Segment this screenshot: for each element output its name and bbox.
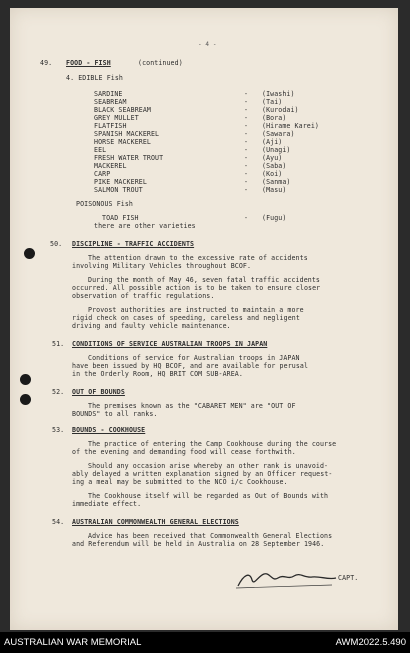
fish-japanese-name: (Masu)	[262, 186, 287, 194]
toad-fish-name: TOAD FISH	[102, 214, 139, 222]
section-50-title: DISCIPLINE - TRAFFIC ACCIDENTS	[72, 240, 195, 248]
poisonous-fish-heading: POISONOUS Fish	[76, 200, 133, 208]
fish-japanese-name: (Sawara)	[262, 130, 295, 138]
edible-fish-heading: 4. EDIBLE Fish	[66, 74, 123, 82]
section-50-number: 50.	[50, 240, 63, 248]
fish-dash: -	[244, 106, 249, 114]
section-50-line: Provost authorities are instructed to maintain a more	[88, 306, 304, 314]
section-53-line: The practice of entering the Camp Cookhouse during the course	[88, 440, 337, 448]
fish-dash: -	[244, 146, 249, 154]
section-53-line: ably delayed a written explanation signed by an Officer request-	[72, 470, 333, 478]
fish-dash: -	[244, 154, 249, 162]
fish-english-name: BLACK SEABREAM	[94, 106, 151, 114]
section-51-line: Conditions of service for Australian troops in JAPAN	[88, 354, 300, 362]
document-page	[10, 8, 398, 630]
footer-accession-number: AWM2022.5.490	[335, 637, 406, 648]
punch-hole	[20, 374, 31, 385]
section-50-line: rigid check on cases of speeding, careless and negligent	[72, 314, 300, 322]
section-54-line: and Referendum will be held in Australia on 28 September 1946.	[72, 540, 325, 548]
section-52-number: 52.	[52, 388, 65, 396]
fish-japanese-name: (Hirame Karei)	[262, 122, 319, 130]
section-53-line: The Cookhouse itself will be regarded as Out of Bounds with	[88, 492, 329, 500]
section-51-line: in the Orderly Room, HQ BRIT COM SUB-AREA.	[72, 370, 243, 378]
fish-english-name: SEABREAM	[94, 98, 127, 106]
section-54-title: AUSTRALIAN COMMONWEALTH GENERAL ELECTIONS	[72, 518, 239, 526]
fish-japanese-name: (Sanma)	[262, 178, 291, 186]
fish-dash: -	[244, 186, 249, 194]
fish-japanese-name: (Bora)	[262, 114, 287, 122]
section-53-line: immediate effect.	[72, 500, 142, 508]
fish-japanese-name: (Saba)	[262, 162, 287, 170]
fish-japanese-name: (Kurodai)	[262, 106, 299, 114]
other-varieties-note: there are other varieties	[94, 222, 196, 230]
fish-english-name: FLATFISH	[94, 122, 127, 130]
fish-japanese-name: (Iwashi)	[262, 90, 295, 98]
signature-rank: CAPT.	[338, 574, 359, 582]
page-number: - 4 -	[198, 41, 217, 48]
fish-english-name: SPANISH MACKEREL	[94, 130, 160, 138]
section-51-number: 51.	[52, 340, 65, 348]
fish-english-name: GREY MULLET	[94, 114, 139, 122]
section-49-title: FOOD - FISH	[66, 59, 111, 67]
fish-japanese-name: (Ayu)	[262, 154, 283, 162]
fish-dash: -	[244, 114, 249, 122]
fish-dash: -	[244, 162, 249, 170]
fish-dash: -	[244, 130, 249, 138]
toad-fish-japanese: (Fugu)	[262, 214, 287, 222]
punch-hole	[24, 248, 35, 259]
fish-english-name: SALMON TROUT	[94, 186, 143, 194]
section-50-line: During the month of May 46, seven fatal traffic accidents	[88, 276, 320, 284]
section-53-title: BOUNDS - COOKHOUSE	[72, 426, 146, 434]
section-53-line: Should any occasion arise whereby an other rank is unavoid-	[88, 462, 329, 470]
fish-english-name: FRESH WATER TROUT	[94, 154, 164, 162]
archive-footer	[0, 632, 410, 653]
fish-english-name: CARP	[94, 170, 111, 178]
section-49-number: 49.	[40, 59, 53, 67]
section-49-continued: (continued)	[138, 59, 183, 67]
fish-japanese-name: (Koi)	[262, 170, 283, 178]
section-51-line: have been issued by HQ BCOF, and are available for perusal	[72, 362, 309, 370]
fish-japanese-name: (Tai)	[262, 98, 283, 106]
fish-dash: -	[244, 90, 249, 98]
toad-fish-dash: -	[244, 214, 249, 222]
fish-english-name: MACKEREL	[94, 162, 127, 170]
fish-dash: -	[244, 170, 249, 178]
fish-dash: -	[244, 178, 249, 186]
fish-japanese-name: (Aji)	[262, 138, 283, 146]
fish-dash: -	[244, 122, 249, 130]
section-51-title: CONDITIONS OF SERVICE AUSTRALIAN TROOPS IN JAPAN	[72, 340, 268, 348]
section-53-line: ing a meal may be submitted to the NCO i/c Cookhouse.	[72, 478, 288, 486]
fish-dash: -	[244, 138, 249, 146]
fish-japanese-name: (Unagi)	[262, 146, 291, 154]
section-54-number: 54.	[52, 518, 65, 526]
section-50-line: observation of traffic regulations.	[72, 292, 215, 300]
section-50-line: occurred. All possible action is to be taken to ensure closer	[72, 284, 321, 292]
fish-english-name: EEL	[94, 146, 107, 154]
section-50-line: The attention drawn to the excessive rate of accidents	[88, 254, 308, 262]
section-53-number: 53.	[52, 426, 65, 434]
section-54-line: Advice has been received that Commonwealth General Elections	[88, 532, 333, 540]
section-52-line: The premises known as the "CABARET MEN" are "OUT OF	[88, 402, 296, 410]
fish-english-name: PIKE MACKEREL	[94, 178, 147, 186]
fish-english-name: HORSE MACKEREL	[94, 138, 151, 146]
section-50-line: driving and faulty vehicle maintenance.	[72, 322, 231, 330]
footer-institution: AUSTRALIAN WAR MEMORIAL	[4, 637, 142, 648]
section-52-title: OUT OF BOUNDS	[72, 388, 125, 396]
fish-dash: -	[244, 98, 249, 106]
section-53-line: of the evening and demanding food will cease forthwith.	[72, 448, 296, 456]
fish-english-name: SARDINE	[94, 90, 123, 98]
punch-hole	[20, 394, 31, 405]
handwritten-signature	[232, 568, 340, 590]
section-52-line: BOUNDS" to all ranks.	[72, 410, 158, 418]
section-50-line: involving Military Vehicles throughout BCOF.	[72, 262, 252, 270]
